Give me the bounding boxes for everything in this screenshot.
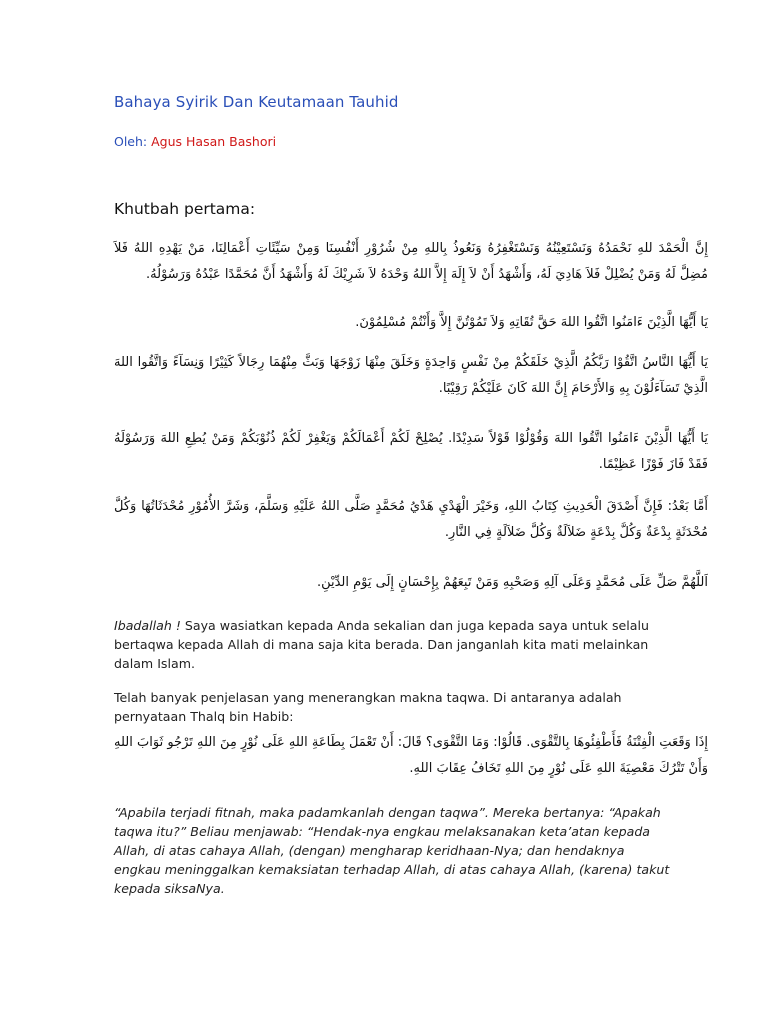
section-heading: Khutbah pertama: [114,200,256,218]
paragraph-taqwa-intro: Telah banyak penjelasan yang menerangkan makna taqwa. Di antaranya adalah pernyataan Thalq bin Habib: [114,690,622,724]
paragraph-lead: Ibadallah ! [114,618,181,633]
arabic-verse-3: يَا أَيُّهَا الَّذِيْنَ ءَامَنُوا اتَّقُوا اللهَ وَقُوْلُوْا قَوْلاً سَدِيْدًا. يُصْلِحْ لَكُمْ أَعْمَالَكُمْ وَيَغْفِرْ لَكُمْ ذُنُوْبَكُمْ وَمَنْ يُطِعِ اللهَ وَرَسُوْلَهُ فَقَدْ فَازَ فَوْزًا عَظِيْمًا. [114,431,708,472]
arabic-verse-2: يَا أَيُّهَا النَّاسُ اتَّقُوْا رَبَّكُمُ الَّذِيْ خَلَقَكُمْ مِنْ نَفْسٍ وَاحِدَةٍ وَخَلَقَ مِنْهَا زَوْجَهَا وَبَثَّ مِنْهُمَا رِجَالاً كَثِيْرًا وَنِسَآءً وَاتَّقُوا اللهَ الَّذِيْ تَسَآءَلُوْنَ بِهِ وَالأَرْحَامَ إِنَّ اللهَ كَانَ عَلَيْكُمْ رَقِيْبًا. [114,355,708,396]
paragraph-body: Saya wasiatkan kepada Anda sekalian dan juga kepada saya untuk selalu bertaqwa kepada Allah di mana saja kita berada. Dan janganlah kita mati melainkan dalam Islam. [114,618,649,671]
article-title: Bahaya Syirik Dan Keutamaan Tauhid [114,93,399,111]
arabic-quote: إِذَا وَقَعَتِ الْفِتْنَةُ فَأَطْفِئُوهَا بِالتَّقْوَى. قَالُوْا: وَمَا التَّقْوَى؟ قَالَ: أَنْ تَعْمَلَ بِطَاعَةِ اللهِ عَلَى نُوْرٍ مِنَ اللهِ تَرْجُو ثَوَابَ اللهِ وَأَنْ تَتْرُكَ مَعْصِيَةَ اللهِ عَلَى نُوْرٍ مِنَ اللهِ تَخَافُ عِقَابَ اللهِ. [114,735,708,776]
author-link[interactable]: Agus Hasan Bashori [151,134,277,149]
byline-label: Oleh: [114,134,148,149]
arabic-salawat: اَللَّهُمَّ صَلِّ عَلَى مُحَمَّدٍ وَعَلَى آلِهِ وَصَحْبِهِ وَمَنْ تَبِعَهُمْ بِإِحْسَانٍ إِلَى يَوْمِ الدِّيْنِ. [316,575,708,590]
arabic-verse-1: يَا أَيُّهَا الَّذِيْنَ ءَامَنُوا اتَّقُوا اللهَ حَقَّ تُقَاتِهِ وَلاَ تَمُوْتُنَّ إِلاَّ وَأَنْتُمْ مُسْلِمُوْنَ. [355,315,708,330]
byline [114,134,276,149]
paragraph-wasiat [114,616,674,673]
arabic-amma-badu: أَمَّا بَعْدُ: فَإِنَّ أَصْدَقَ الْحَدِيثِ كِتَابُ اللهِ، وَخَيْرَ الْهَدْيِ هَدْيُ مُحَمَّدٍ صَلَّى اللهُ عَلَيْهِ وَسَلَّمَ، وَشَرَّ الأُمُوْرِ مُحْدَثَاتُهَا وَكُلَّ مُحْدَثَةٍ بِدْعَةٌ وَكُلَّ بِدْعَةٍ ضَلاَلَةٌ وَكُلَّ ضَلاَلَةٍ فِي النَّارِ. [114,499,708,540]
arabic-opening: إِنَّ الْحَمْدَ للهِ نَحْمَدُهُ وَنَسْتَعِيْنُهُ وَنَسْتَغْفِرُهُ وَنَعُوذُ بِاللهِ مِنْ شُرُوْرِ أَنْفُسِنَا وَمِنْ سَيِّئَاتِ أَعْمَالِنَا، مَنْ يَهْدِهِ اللهُ فَلاَ مُضِلَّ لَهُ وَمَنْ يُضْلِلْ فَلاَ هَادِيَ لَهُ، وَأَشْهَدُ أَنْ لاَ إِلَهَ إِلاَّ اللهُ وَحْدَهُ لاَ شَرِيْكَ لَهُ وَأَشْهَدُ أَنَّ مُحَمَّدًا عَبْدُهُ وَرَسُوْلُهُ. [114,241,708,282]
quote-translation: “Apabila terjadi fitnah, maka padamkanlah dengan taqwa”. Mereka bertanya: “Apakah taqwa itu?” Beliau menjawab: “Hendak-nya engkau melaksanakan keta’atan kepada Allah, di atas cahaya Allah, (dengan) mengharap keridhaan-Nya; dan hendaknya engkau meninggalkan kemaksiatan terhadap Allah, di atas cahaya Allah, (karena) takut kepada siksaNya. [114,805,670,896]
